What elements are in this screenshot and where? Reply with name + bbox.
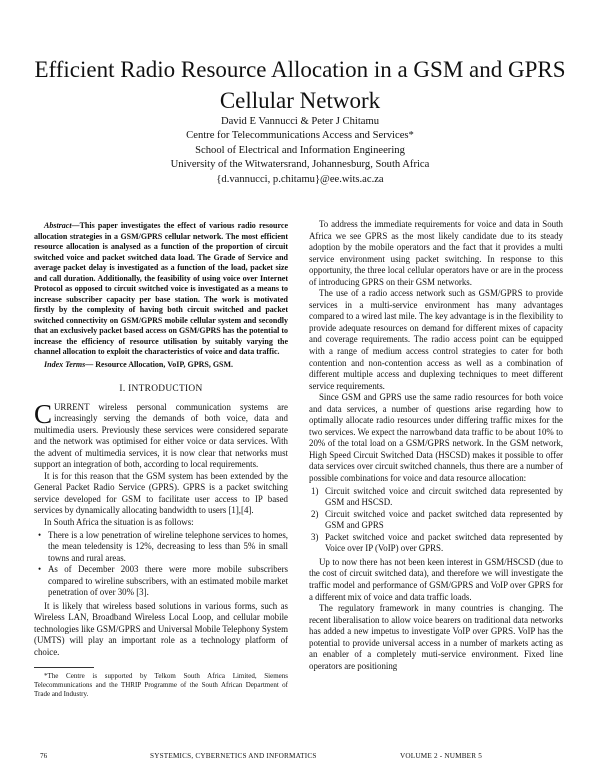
index-terms-lead: Index Terms—: [44, 359, 94, 369]
right-paragraph-5: The regulatory framework in many countries is changing. The recent liberalisation to allow voice bearers on traditional data networks has added a new impetus to investigate VoIP over GPRS. VoIP has the potential to provide universal access in a number of markets acting as an enabler of a completely muti-service environment. Fixed line operators are positioning: [309, 603, 563, 671]
author-names: David E Vannucci & Peter J Chitamu: [220, 116, 380, 127]
paper-title: Efficient Radio Resource Allocation in a GSM and GPRS Cellular Network: [34, 57, 566, 113]
abstract: [34, 221, 288, 358]
author-centre: Centre for Telecommunications Access and Services*: [186, 130, 414, 142]
abstract-text: This paper investigates the effect of various radio resource allocation strategies in a GSM/GPRS cellular network. The most efficient resource allocation is analysed as a function of the proportion of circuit switched voice and packet switched data load. The Grade of Service and average packet delay is investigated as a function of the load, packet size and call duration. Additionally, the feasibility of using voice over Internet Protocol as opposed to circuit switched voice is investigated as a means to increase subscriber capacity per base station. The work is motivated firstly by the complexity of having both circuit switched and packet switched connectivity on GSM/GPRS mobile cellular system and secondly that an exclusively packet based access on GSM/GPRS has the potential to increase the efficiency of resource utilisation by suitably varying the channel allocation to exploit the characteristics of voice and data traffic.: [34, 221, 288, 356]
intro-paragraph-4: It is likely that wireless based solutions in various forms, such as Wireless LAN, Broadband Wireless Local Loop, and cellular mobile technologies like GSM/GPRS and Universal Mobile Telephony System (UMTS) will play an important role as a technology platform of choice.: [34, 600, 288, 658]
allocation-list: [309, 486, 563, 555]
intro-paragraph-1-text: URRENT wireless personal communication systems are increasingly serving the demands of both voice, data and multimedia users. Previously these services were considered separate and the network was optimised for either voice or data services. With the advent of multimedia services, it is now clear that networks must support an integration of both, according to local requirements.: [34, 401, 288, 470]
index-terms-text: Resource Allocation, VoIP, GPRS, GSM.: [93, 359, 234, 369]
list-item-text: Circuit switched voice and circuit switched data represented by GSM and HSCSD.: [325, 485, 563, 508]
index-terms: [34, 360, 288, 371]
right-paragraph-4: Up to now there has not been keen interest in GSM/HSCSD (due to the cost of circuit switched data), and therefore we will investigate the traffic model and performance of GSM/GPRS and VoIP over GPRS for a different mix of voice and data traffic loads.: [309, 556, 563, 602]
list-item-text: Packet switched voice and packet switched data represented by Voice over IP (VoIP) over GPRS.: [325, 531, 563, 554]
footnote-rule: [34, 667, 94, 668]
intro-paragraph-1: [34, 398, 288, 471]
list-item: [311, 508, 563, 532]
list-item: • As of December 2003 there were more mobile subscribers compared to wireline subscribers, with an estimated mobile market penetration of over 30% [3].: [48, 564, 288, 599]
drop-cap: C: [34, 398, 53, 429]
right-paragraph-3: Since GSM and GPRS use the same radio resources for both voice and data services, a number of questions arise regarding how to optimally allocate radio resources under differing traffic mixes for the two services. We expect the narrowband data traffic to be about 10% to 20% of the total load on a GSM/GPRS network. In the GSM network, High Speed Circuit Switched Data (HSCSD) makes it possible to offer data services over circuit switched channels, thus there are a number of possible combinations for voice and data resource allocation:: [309, 392, 563, 484]
right-column: [309, 219, 563, 672]
page-footer: [40, 752, 560, 764]
volume-number: VOLUME 2 - NUMBER 5: [400, 752, 483, 760]
abstract-lead: Abstract—: [44, 221, 80, 230]
list-number: 2): [311, 508, 319, 519]
author-block: [60, 115, 540, 187]
right-paragraph-2: The use of a radio access network such as GSM/GPRS to provide services in a multi-service environment has many advantages compared to a wired last mile. The key advantage is in the flexibility to provide adequate resources on demand for different mixes of capacity and coverage requirements. The radio access point can be equipped with a range of medium access control strategies to cater for both contention and non-contention access as well as a combination of different multiple access and duplexing techniques to meet different service requirements.: [309, 288, 563, 391]
journal-name: SYSTEMICS, CYBERNETICS AND INFORMATICS: [150, 752, 317, 760]
left-column: [34, 221, 288, 699]
section-heading-introduction: I. INTRODUCTION: [119, 384, 203, 394]
right-paragraph-1: To address the immediate requirements for voice and data in South Africa we see GPRS as the most likely candidate due to its steady adoption by the mobile operators and the fact that it provides a multi service environment using packet switching. In response to this opportunity, the three local cellular operators have or are in the process of introducing GPRS on their GSM networks.: [309, 219, 563, 287]
author-school: School of Electrical and Information Engineering: [195, 144, 405, 156]
footnote: *The Centre is supported by Telkom South Africa Limited, Siemens Telecommunications and the THRIP Programme of the South African Department of Trade and Industry.: [34, 671, 288, 698]
page-number: 76: [40, 752, 48, 760]
author-email: {d.vannucci, p.chitamu}@ee.wits.ac.za: [216, 173, 384, 185]
list-item: [311, 485, 563, 509]
intro-paragraph-3: In South Africa the situation is as follows:: [44, 517, 194, 528]
list-number: 1): [311, 485, 319, 496]
intro-bullet-list: [34, 530, 288, 599]
intro-paragraph-2: It is for this reason that the GSM system has been extended by the General Packet Radio Service (GPRS). GPRS is a packet switching service developed for GSM to facilitate user access to IP based services by dynamically allocating bandwidth to users [1],[4].: [34, 470, 288, 516]
author-university: University of the Witwatersrand, Johannesburg, South Africa: [170, 159, 430, 171]
list-number: 3): [311, 531, 319, 542]
list-item-text: Circuit switched voice and packet switched data represented by GSM and GPRS: [325, 508, 563, 531]
list-item: [311, 531, 563, 555]
list-item: • There is a low penetration of wireline telephone services to homes, the mean teledensity is 12%, decreasing to less than 5% in small towns and rural areas.: [48, 530, 288, 565]
